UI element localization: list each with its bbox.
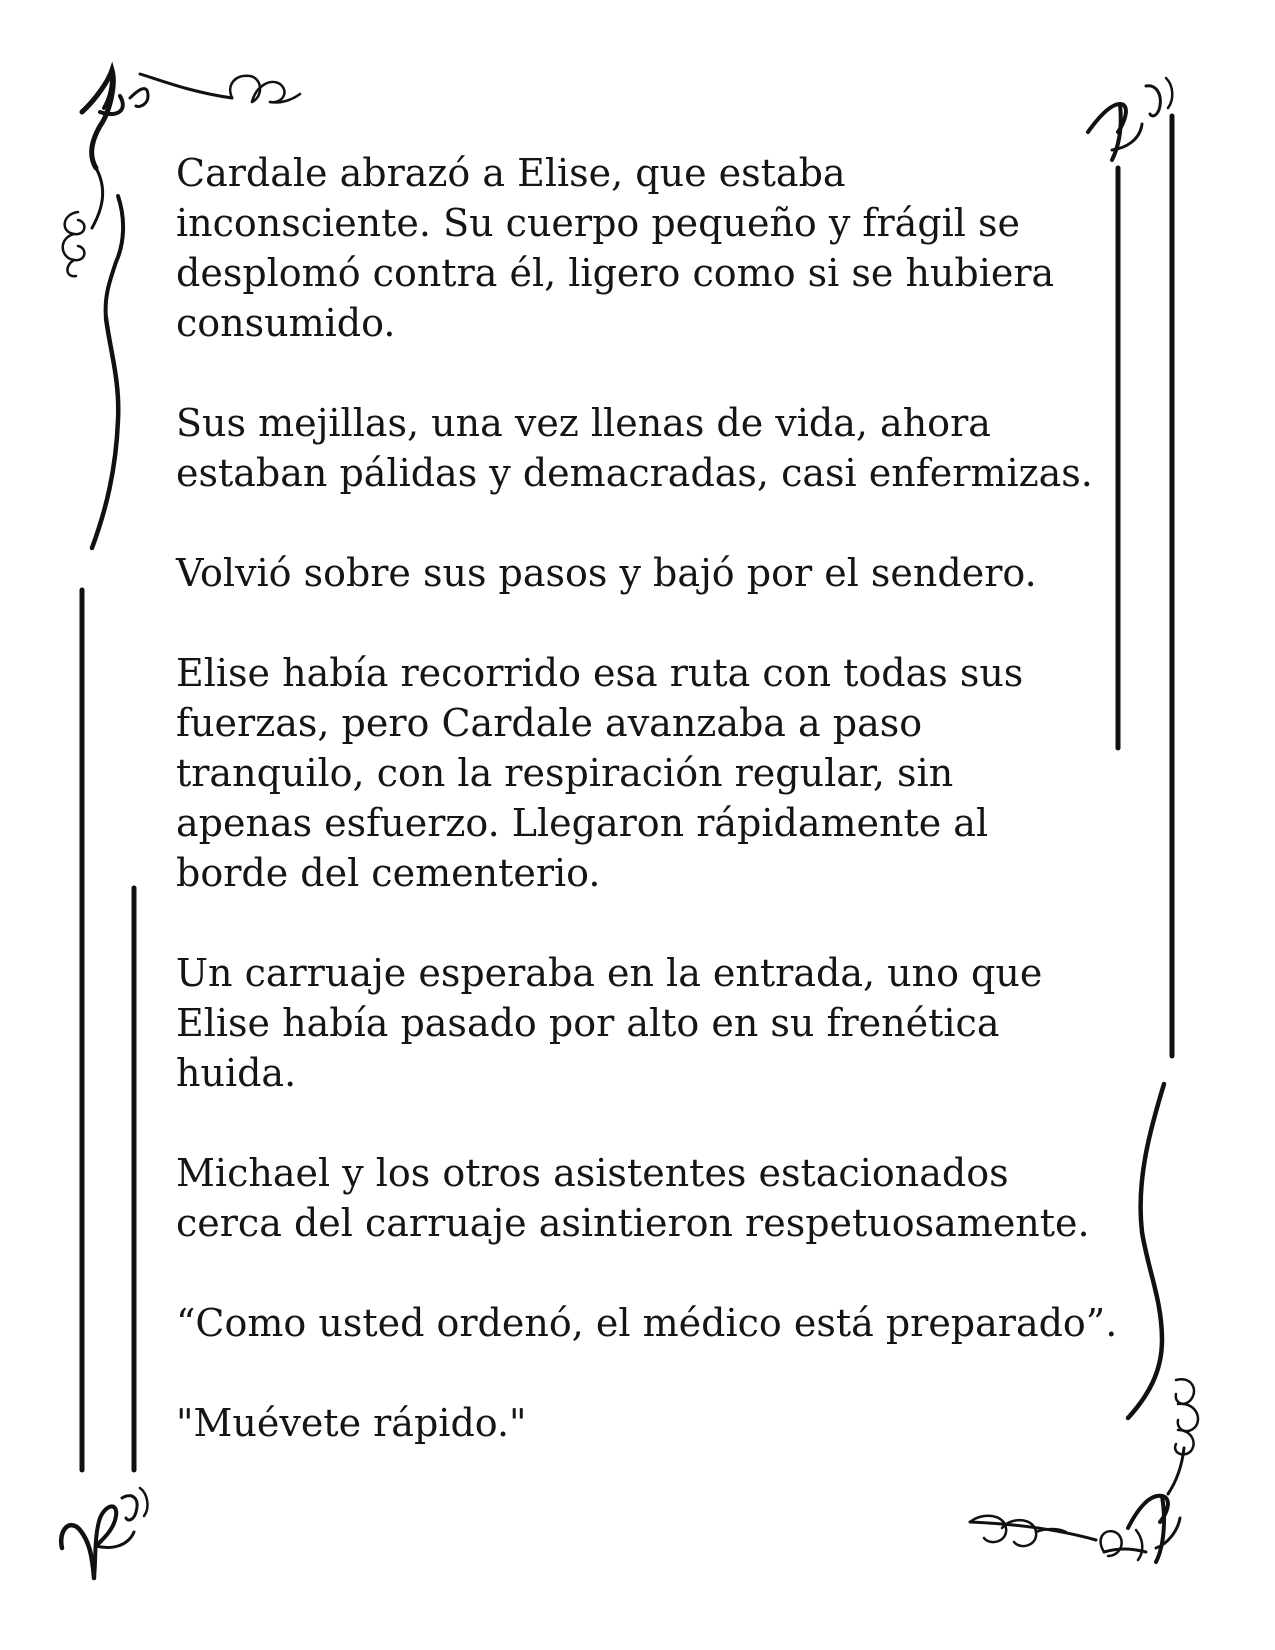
- text-line: inconsciente. Su cuerpo pequeño y frágil se: [176, 201, 1021, 245]
- paragraph: [176, 1298, 1116, 1348]
- text-line: tranquilo, con la respiración regular, sin: [176, 751, 954, 795]
- text-line: desplomó contra él, ligero como si se hubiera: [176, 251, 1055, 295]
- text-line: Sus mejillas, una vez llenas de vida, ahora: [176, 401, 991, 445]
- text-line: Volvió sobre sus pasos y bajó por el sendero.: [176, 551, 1037, 595]
- paragraph: [176, 1148, 1116, 1248]
- text-line: apenas esfuerzo. Llegaron rápidamente al: [176, 801, 989, 845]
- paragraph: [176, 948, 1116, 1098]
- text-line: consumido.: [176, 301, 396, 345]
- text-line: Elise había recorrido esa ruta con todas sus: [176, 651, 1024, 695]
- flourish-bottom-left: [61, 1488, 147, 1578]
- story-text: [176, 148, 1116, 1498]
- paragraph: [176, 648, 1116, 898]
- text-line: "Muévete rápido.": [176, 1401, 527, 1445]
- text-line: huida.: [176, 1051, 297, 1095]
- text-line: estaban pálidas y demacradas, casi enfermizas.: [176, 451, 1093, 495]
- text-line: cerca del carruaje asintieron respetuosamente.: [176, 1201, 1090, 1245]
- text-line: “Como usted ordenó, el médico está preparado”.: [176, 1301, 1118, 1345]
- paragraph: [176, 148, 1116, 348]
- flourish-right-lower: [1128, 1084, 1198, 1494]
- text-line: borde del cementerio.: [176, 851, 601, 895]
- flourish-bottom-right: [970, 1496, 1180, 1562]
- text-line: Un carruaje esperaba en la entrada, uno que: [176, 951, 1043, 995]
- text-line: Cardale abrazó a Elise, que estaba: [176, 151, 846, 195]
- text-line: fuerzas, pero Cardale avanzaba a paso: [176, 701, 923, 745]
- text-line: Elise había pasado por alto en su frenética: [176, 1001, 1000, 1045]
- paragraph: [176, 1398, 1116, 1448]
- paragraph: [176, 398, 1116, 498]
- paragraph: [176, 548, 1116, 598]
- text-line: Michael y los otros asistentes estacionados: [176, 1151, 1009, 1195]
